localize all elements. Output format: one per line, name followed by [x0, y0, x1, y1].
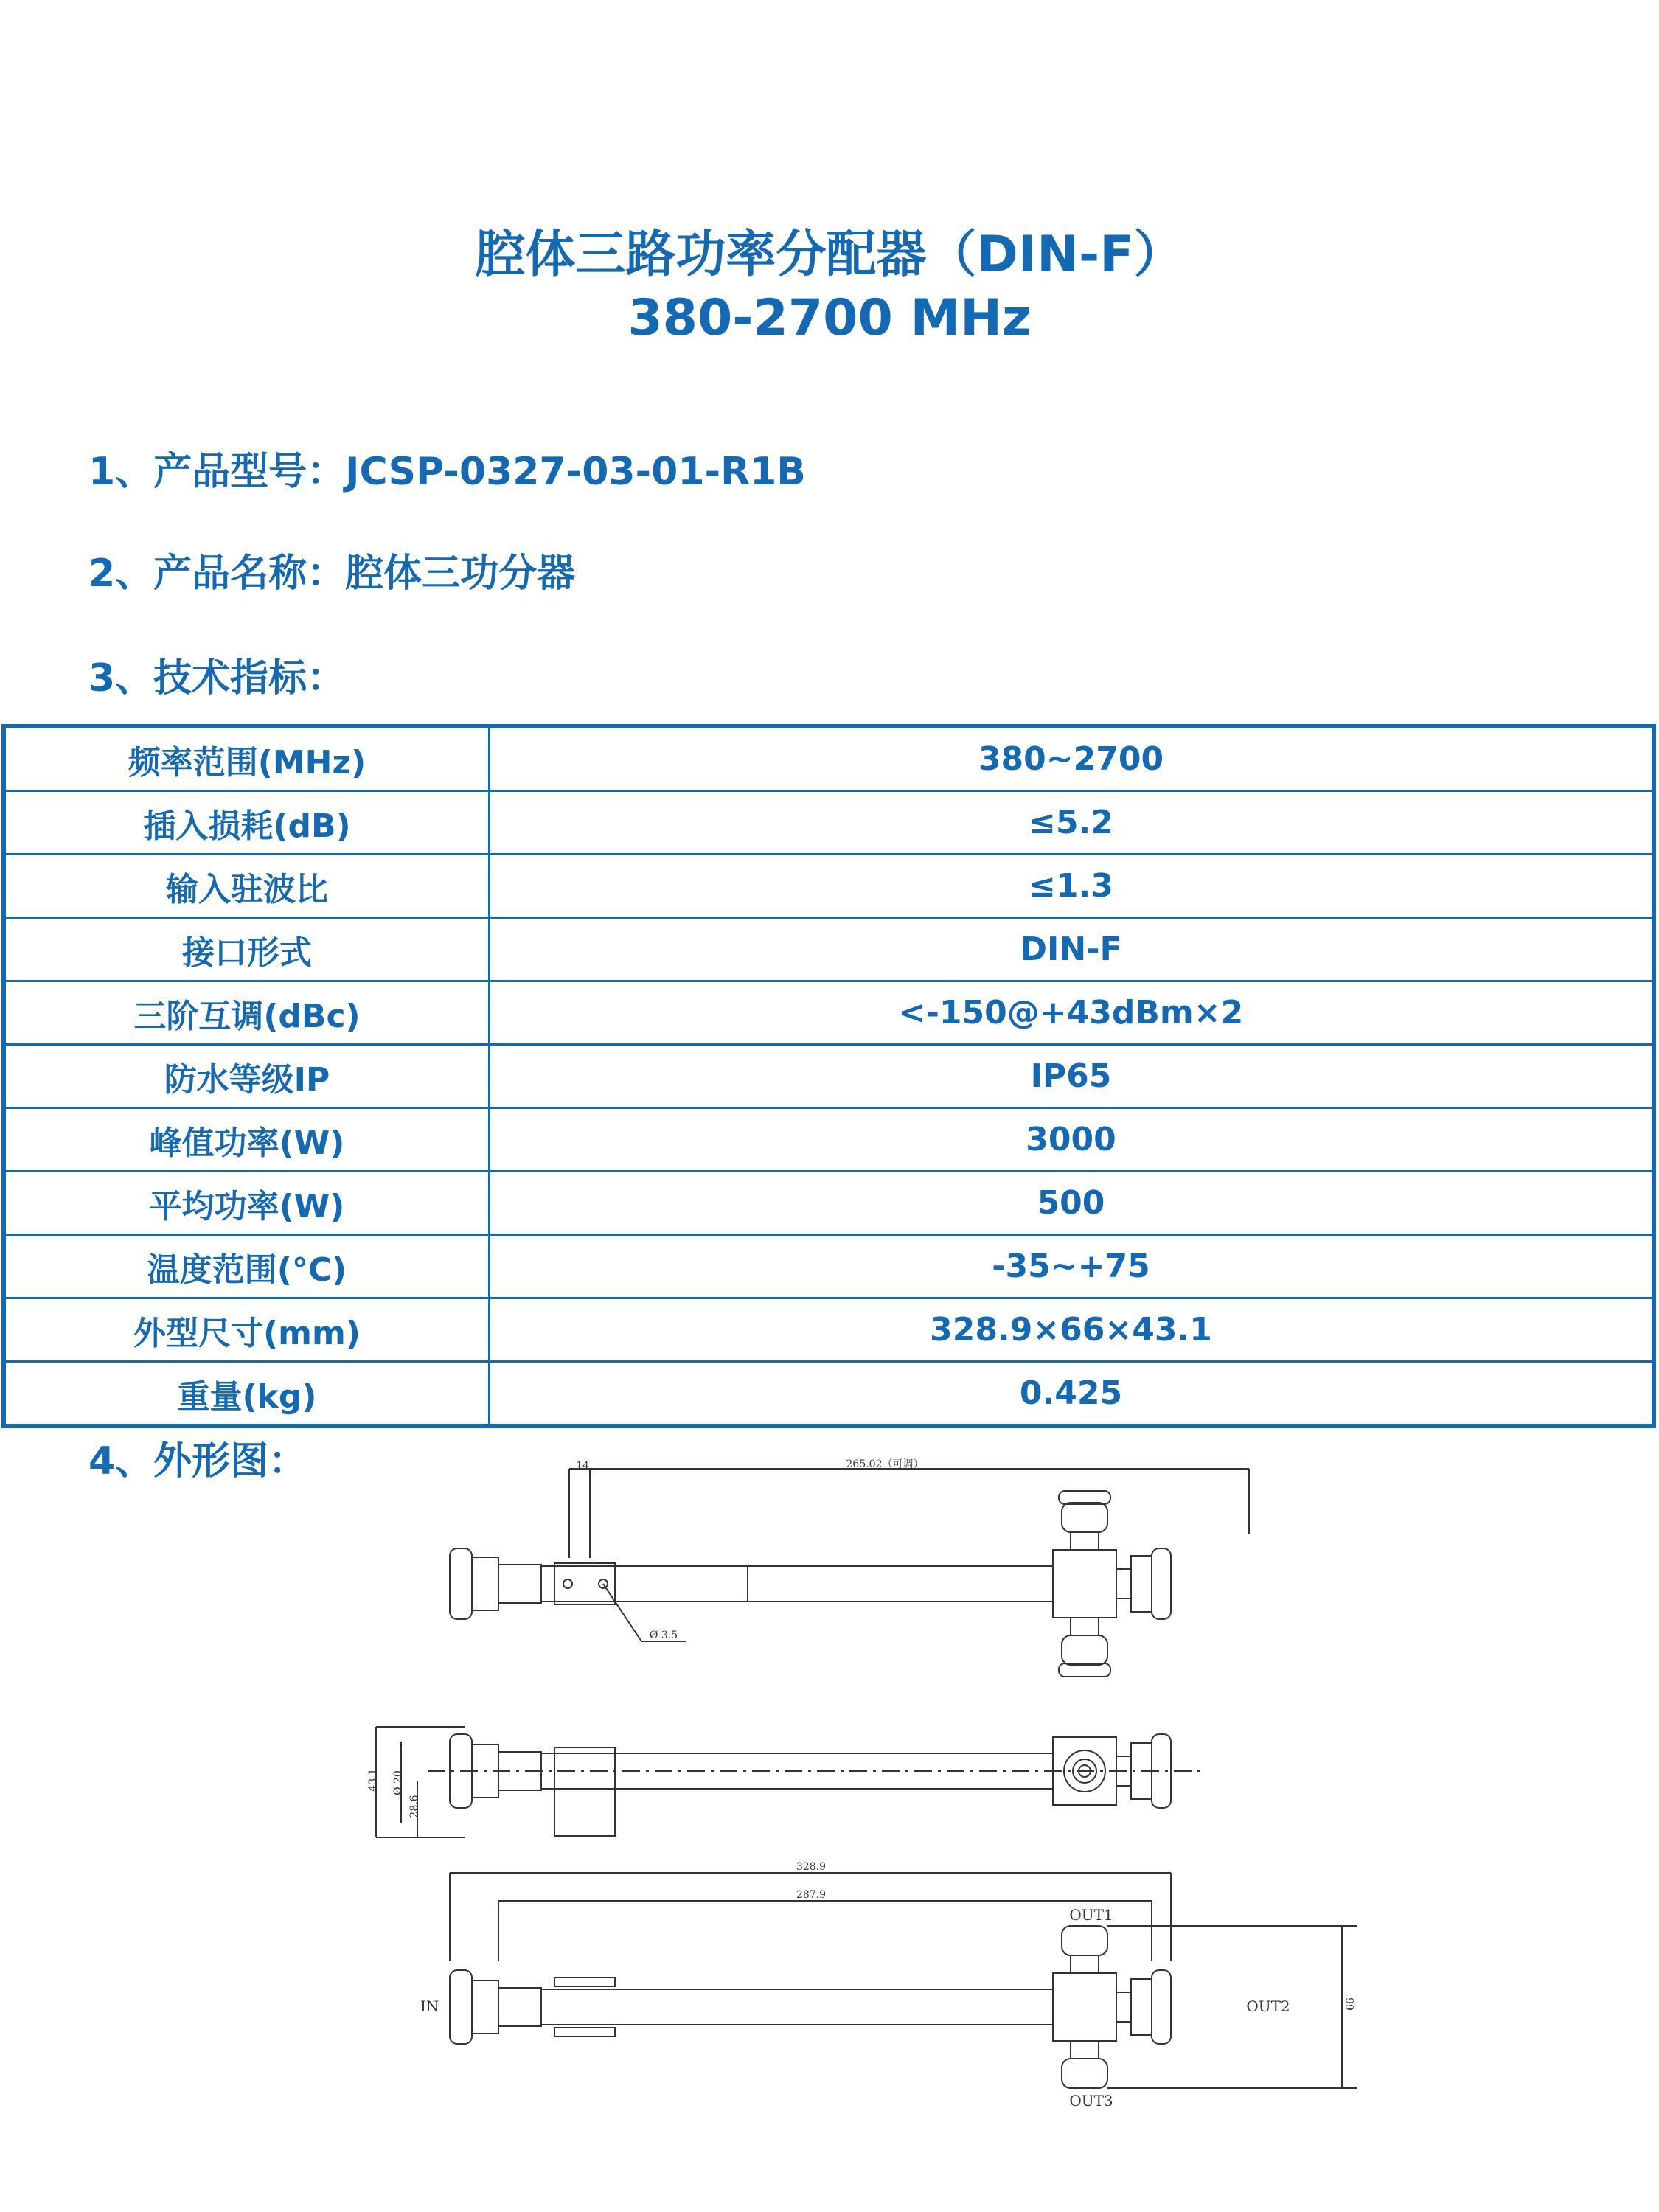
spec-param: 外型尺寸(mm) — [4, 1298, 490, 1362]
table-row — [4, 855, 1654, 918]
spec-param: 平均功率(W) — [4, 1172, 490, 1235]
spec-param: 防水等级IP — [4, 1045, 490, 1108]
spec-value: <-150@+43dBm×2 — [490, 981, 1655, 1045]
spec-param: 温度范围(°C) — [4, 1235, 490, 1298]
spec-param: 输入驻波比 — [4, 855, 490, 918]
section-name: 2、产品名称：腔体三功分器 — [88, 552, 576, 596]
port-in-label: IN — [420, 1997, 439, 2015]
table-row — [4, 918, 1654, 981]
dim-2879-label: 287.9 — [796, 1889, 827, 1901]
frequency-subtitle: 380-2700 MHz — [627, 289, 1032, 347]
spec-value: 0.425 — [490, 1362, 1655, 1427]
section-outline: 4、外形图： — [88, 1439, 307, 1484]
spec-param: 峰值功率(W) — [4, 1108, 490, 1172]
table-row — [4, 726, 1654, 791]
spec-value: ≤1.3 — [490, 855, 1655, 918]
table-row — [4, 791, 1654, 855]
table-row — [4, 1045, 1654, 1108]
table-row — [4, 1108, 1654, 1172]
port-out2-label: OUT2 — [1246, 1997, 1290, 2015]
page-title: 腔体三路功率分配器（DIN-F） — [475, 226, 1184, 284]
spec-param: 三阶互调(dBc) — [4, 981, 490, 1045]
dim-26502-label: 265.02（可调） — [846, 1458, 924, 1470]
dim-3289-label: 328.9 — [796, 1861, 827, 1873]
spec-value: DIN-F — [490, 918, 1655, 981]
spec-param: 频率范围(MHz) — [4, 726, 490, 791]
spec-value: 328.9×66×43.1 — [490, 1298, 1655, 1362]
spec-value: 500 — [490, 1172, 1655, 1235]
outline-drawing — [354, 1445, 1386, 2109]
spec-value: IP65 — [490, 1045, 1655, 1108]
spec-value: ≤5.2 — [490, 791, 1655, 855]
table-row — [4, 1235, 1654, 1298]
outline-drawing-svg — [354, 1445, 1386, 2109]
dim-hole-label: Ø 3.5 — [649, 1630, 678, 1641]
spec-value: -35~+75 — [490, 1235, 1655, 1298]
table-row — [4, 1172, 1654, 1235]
table-row — [4, 1298, 1654, 1362]
dim-431-label: 43.1 — [367, 1768, 379, 1792]
port-out3-label: OUT3 — [1069, 2092, 1113, 2109]
section-model: 1、产品型号：JCSP-0327-03-01-R1B — [88, 450, 806, 494]
spec-param: 重量(kg) — [4, 1362, 490, 1427]
spec-value: 380~2700 — [490, 726, 1655, 791]
dim-66-label: 66 — [1345, 1997, 1357, 2011]
section-specs: 3、技术指标： — [88, 656, 346, 700]
bottom-view — [450, 1873, 1357, 2088]
dim-20-label: Ø 20 — [392, 1770, 404, 1795]
top-view — [450, 1469, 1249, 1677]
spec-table — [1, 724, 1656, 1428]
spec-value: 3000 — [490, 1108, 1655, 1172]
dim-286-label: 28.6 — [408, 1795, 420, 1818]
port-out1-label: OUT1 — [1069, 1906, 1113, 1924]
spec-param: 插入损耗(dB) — [4, 791, 490, 855]
table-row — [4, 1362, 1654, 1427]
side-view — [376, 1727, 1202, 1837]
dim-14-label: 14 — [576, 1460, 589, 1472]
table-row — [4, 981, 1654, 1045]
spec-param: 接口形式 — [4, 918, 490, 981]
